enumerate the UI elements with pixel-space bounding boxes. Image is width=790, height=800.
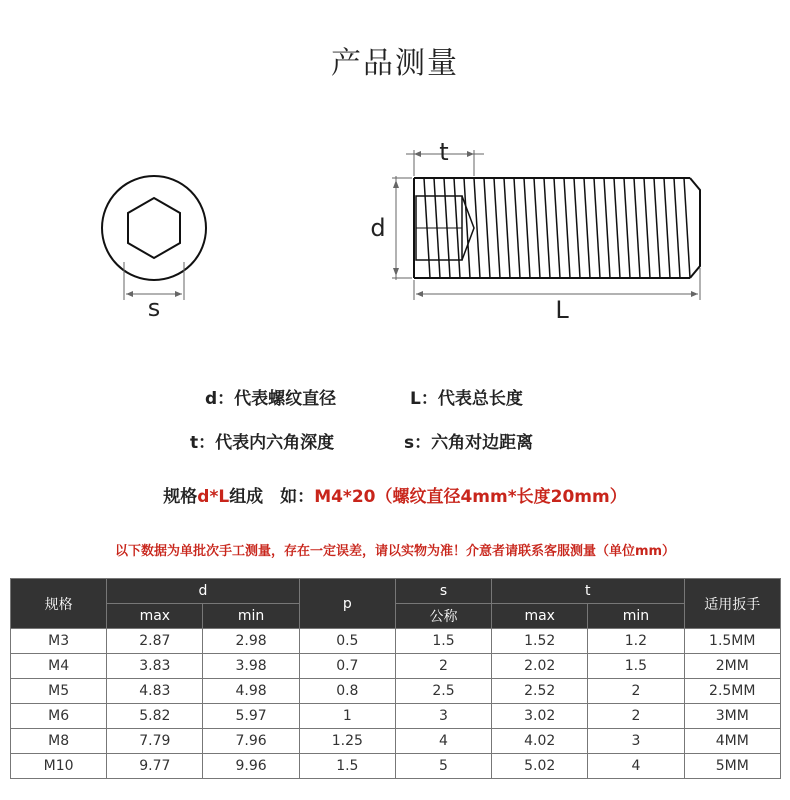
table-cell: 2.5 xyxy=(395,679,491,704)
measurement-notice: 以下数据为单批次手工测量，存在一定误差，请以实物为准！介意者请联系客服测量（单位mm） xyxy=(114,544,676,559)
table-cell: 2.98 xyxy=(203,629,299,654)
table-row xyxy=(11,704,781,729)
legend-key: t： xyxy=(190,433,216,453)
table-cell: 3.83 xyxy=(107,654,203,679)
table-cell: 2 xyxy=(588,704,684,729)
table-cell: M3 xyxy=(11,629,107,654)
spec-example xyxy=(0,482,790,507)
table-cell: 1.2 xyxy=(588,629,684,654)
header-wrench: 适用扳手 xyxy=(684,579,781,629)
subheader-d-min: min xyxy=(203,604,299,629)
table-cell: 3.98 xyxy=(203,654,299,679)
table-cell: 2.52 xyxy=(492,679,588,704)
label-L: L xyxy=(555,296,569,324)
table-cell: 5MM xyxy=(684,754,781,779)
table-cell: M4 xyxy=(11,654,107,679)
table-cell: 1 xyxy=(299,704,395,729)
spec-table xyxy=(10,578,781,779)
header-d: d xyxy=(107,579,299,604)
table-cell: M8 xyxy=(11,729,107,754)
legend-t xyxy=(190,428,334,453)
set-screw-diagram xyxy=(0,0,790,340)
end-view xyxy=(102,176,206,300)
table-cell: 1.5 xyxy=(299,754,395,779)
table-cell: 4.02 xyxy=(492,729,588,754)
table-cell: 5.97 xyxy=(203,704,299,729)
legend-text: 六角对边距离 xyxy=(431,433,534,453)
table-cell: 4.98 xyxy=(203,679,299,704)
table-cell: 0.7 xyxy=(299,654,395,679)
table-body xyxy=(11,629,781,779)
side-view xyxy=(392,150,700,300)
table-cell: 3MM xyxy=(684,704,781,729)
table-cell: 2 xyxy=(395,654,491,679)
table-cell: 5.02 xyxy=(492,754,588,779)
table-cell: 9.96 xyxy=(203,754,299,779)
table-cell: 2.87 xyxy=(107,629,203,654)
table-cell: 4 xyxy=(588,754,684,779)
spec-prefix: 规格 xyxy=(163,487,198,507)
subheader-t-min: min xyxy=(588,604,684,629)
table-cell: 4 xyxy=(395,729,491,754)
table-cell: 2.5MM xyxy=(684,679,781,704)
table-cell: M10 xyxy=(11,754,107,779)
table-cell: 4MM xyxy=(684,729,781,754)
table-cell: 1.5 xyxy=(588,654,684,679)
header-spec: 规格 xyxy=(11,579,107,629)
table-cell: 3 xyxy=(395,704,491,729)
subheader-d-max: max xyxy=(107,604,203,629)
table-cell: 7.96 xyxy=(203,729,299,754)
table-cell: 3.02 xyxy=(492,704,588,729)
table-row xyxy=(11,754,781,779)
table-cell: M6 xyxy=(11,704,107,729)
legend-key: L： xyxy=(410,389,438,409)
table-cell: 0.8 xyxy=(299,679,395,704)
table-cell: 1.5 xyxy=(395,629,491,654)
label-t: t xyxy=(439,138,449,166)
table-cell: 1.52 xyxy=(492,629,588,654)
table-cell: 5 xyxy=(395,754,491,779)
table-cell: 3 xyxy=(588,729,684,754)
spec-suffix: 组成 如： xyxy=(229,487,315,507)
header-s: s xyxy=(395,579,491,604)
label-s: s xyxy=(147,294,161,322)
table-cell: 1.25 xyxy=(299,729,395,754)
table-cell: 2MM xyxy=(684,654,781,679)
legend-key: s： xyxy=(404,433,432,453)
label-d: d xyxy=(370,214,386,242)
legend-L xyxy=(410,384,523,409)
header-p: p xyxy=(299,579,395,629)
table-cell: 7.79 xyxy=(107,729,203,754)
table-cell: 5.82 xyxy=(107,704,203,729)
table-row xyxy=(11,629,781,654)
legend-text: 代表内六角深度 xyxy=(215,433,335,453)
header-t: t xyxy=(492,579,684,604)
legend-key: d： xyxy=(205,389,235,409)
table-cell: 1.5MM xyxy=(684,629,781,654)
subheader-s-nominal: 公称 xyxy=(395,604,491,629)
subheader-t-max: max xyxy=(492,604,588,629)
table-row xyxy=(11,729,781,754)
spec-example-value: M4*20（螺纹直径4mm*长度20mm） xyxy=(314,487,627,507)
table-row xyxy=(11,654,781,679)
table-cell: M5 xyxy=(11,679,107,704)
table-row xyxy=(11,679,781,704)
spec-formula: d*L xyxy=(197,487,230,507)
legend-s xyxy=(404,428,533,453)
page-title: 产品测量 xyxy=(331,46,459,81)
table-cell: 2 xyxy=(588,679,684,704)
legend-d xyxy=(205,384,336,409)
legend-text: 代表螺纹直径 xyxy=(234,389,337,409)
table-cell: 0.5 xyxy=(299,629,395,654)
table-cell: 2.02 xyxy=(492,654,588,679)
table-cell: 4.83 xyxy=(107,679,203,704)
legend-text: 代表总长度 xyxy=(437,389,523,409)
table-cell: 9.77 xyxy=(107,754,203,779)
